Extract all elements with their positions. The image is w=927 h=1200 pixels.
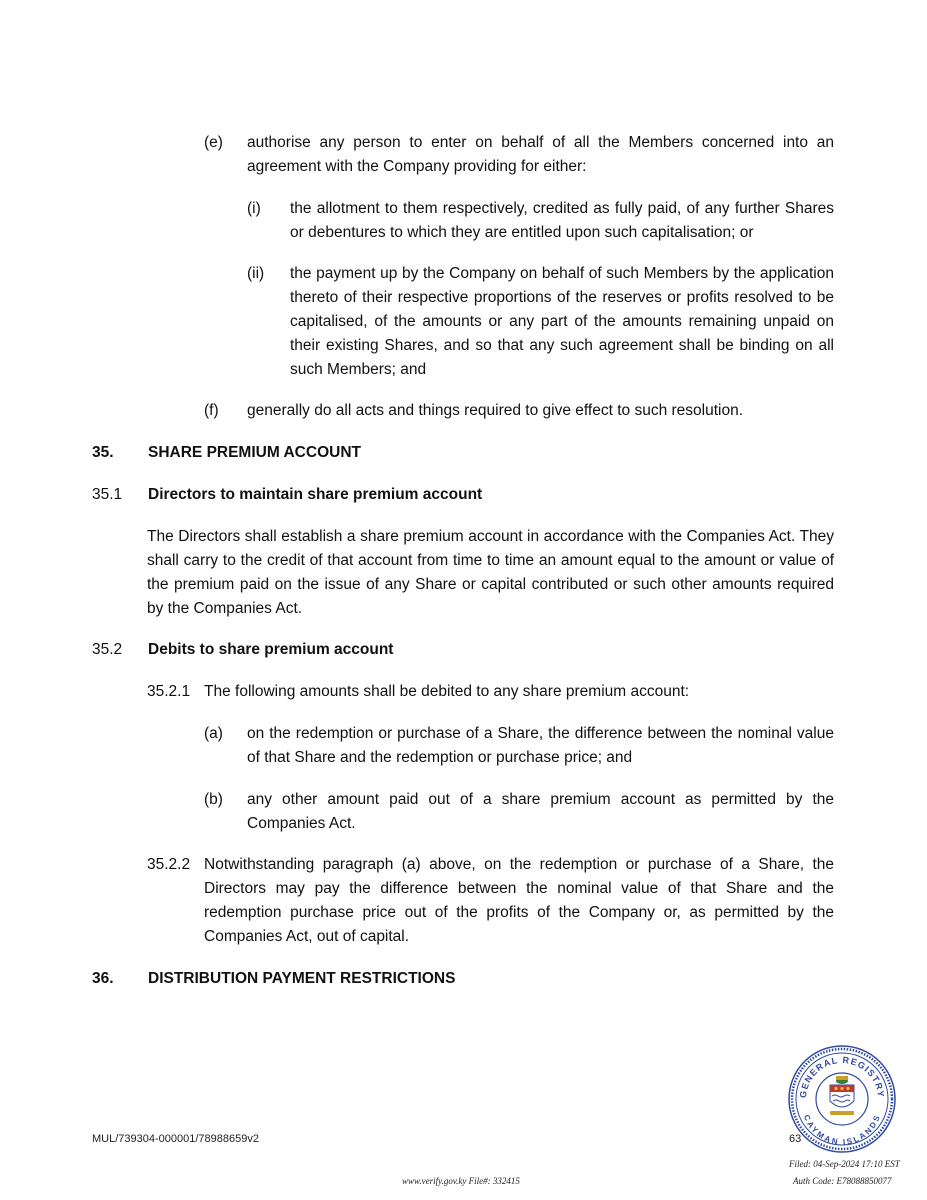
seal-graphic	[786, 1043, 898, 1155]
verify-url: www.verify.gov.ky File#: 332415	[402, 1176, 520, 1186]
section-35-2-number: 35.2	[92, 641, 123, 658]
item-ii-label: (ii)	[247, 265, 265, 282]
section-35-2-1-number: 35.2.1	[147, 683, 191, 700]
document-reference: MUL/739304-000001/78988659v2	[92, 1133, 259, 1145]
seal-top-text: GENERAL REGISTRY	[797, 1054, 887, 1099]
item-a-label: (a)	[204, 725, 223, 742]
section-35-1-title: Directors to maintain share premium account	[148, 486, 483, 503]
filed-date: Filed: 04-Sep-2024 17:10 EST	[789, 1159, 900, 1169]
item-f-label: (f)	[204, 402, 219, 419]
section-35-number: 35.	[92, 444, 114, 461]
section-35-1-body: The Directors shall establish a share premium account in accordance with the Companies Act. They shall carry to the credit of that account from time to time an amount equal to the amount or value of the premium paid on the issue of any Share or capital contributed or such other amounts required by the Companies Act.	[147, 528, 834, 617]
page-number: 63	[789, 1133, 802, 1145]
item-ii-text: the payment up by the Company on behalf of such Members by the application thereto of their respective proportions of the reserves or profits resolved to be capitalised, of the amounts or any part of the amounts remaining unpaid on their existing Shares, and so that any such agreement shall be binding on all such Members; and	[290, 265, 834, 378]
item-b-label: (b)	[204, 791, 223, 808]
section-36-number: 36.	[92, 970, 114, 987]
item-i-text: the allotment to them respectively, credited as fully paid, of any further Shares or debentures to which they are entitled upon such capitalisation; or	[290, 200, 834, 241]
auth-code: Auth Code: E78088850077	[793, 1176, 892, 1186]
item-e-label: (e)	[204, 134, 223, 151]
section-36-title: DISTRIBUTION PAYMENT RESTRICTIONS	[148, 970, 456, 987]
section-35-2-1-text: The following amounts shall be debited to any share premium account:	[204, 683, 690, 700]
item-f-text: generally do all acts and things required to give effect to such resolution.	[247, 402, 744, 419]
seal-bottom-text: CAYMAN ISLANDS	[801, 1113, 883, 1147]
item-e-text: authorise any person to enter on behalf of all the Members concerned into an agreement with the Company providing for either:	[247, 134, 834, 175]
section-35-2-title: Debits to share premium account	[148, 641, 394, 658]
section-35-2-2-number: 35.2.2	[147, 856, 191, 873]
item-a-text: on the redemption or purchase of a Share, the difference between the nominal value of that Share and the redemption or purchase price; and	[247, 725, 834, 766]
section-35-title: SHARE PREMIUM ACCOUNT	[148, 444, 361, 461]
registry-seal	[786, 1043, 898, 1155]
item-i-label: (i)	[247, 200, 261, 217]
section-35-1-number: 35.1	[92, 486, 123, 503]
item-b-text: any other amount paid out of a share premium account as permitted by the Companies Act.	[247, 791, 834, 832]
section-35-2-2-text: Notwithstanding paragraph (a) above, on the redemption or purchase of a Share, the Directors may pay the difference between the nominal value of that Share and the redemption purchase price out of the profits of the Company or, as permitted by the Companies Act, out of capital.	[204, 856, 834, 945]
